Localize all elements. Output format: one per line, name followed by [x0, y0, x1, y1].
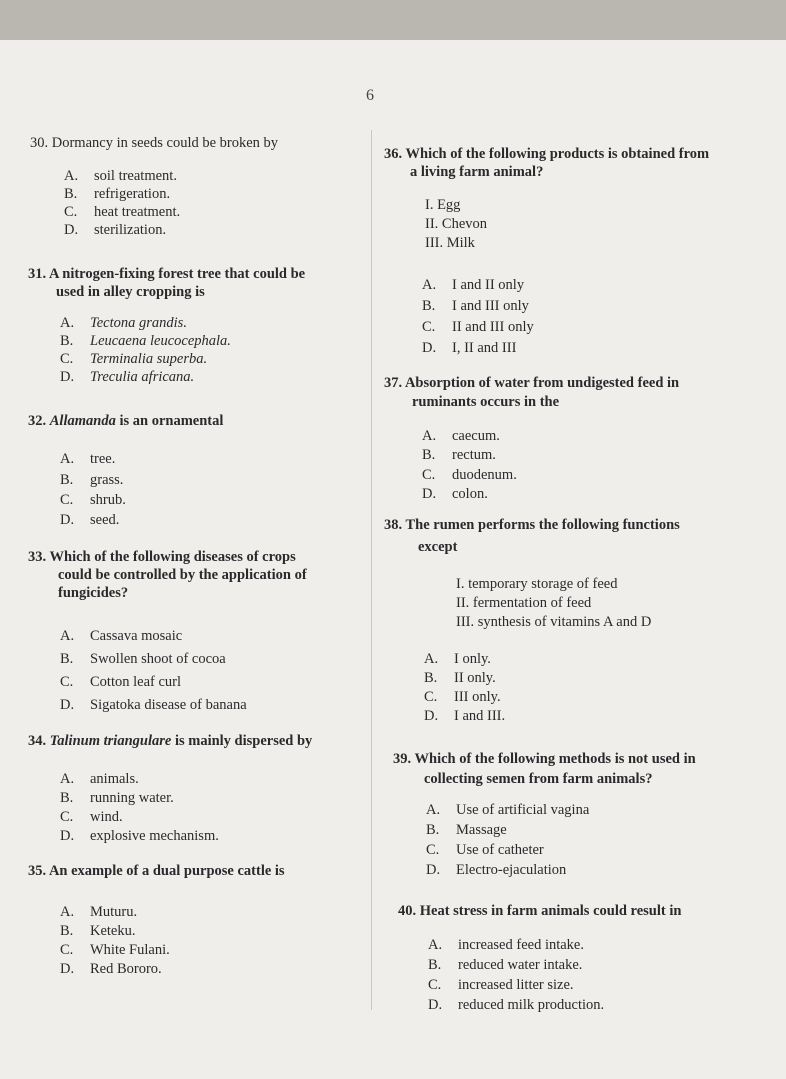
question-36: 36. Which of the following products is obtained from — [384, 146, 710, 162]
q31-option-c[interactable]: C. Terminalia superba. — [60, 351, 208, 367]
question-39-line2: collecting semen from farm animals? — [424, 771, 653, 787]
q30-option-d[interactable]: D. sterilization. — [64, 222, 167, 238]
q34-option-b[interactable]: B. running water. — [60, 790, 174, 806]
q38-option-d[interactable]: D. I and III. — [424, 708, 506, 724]
q36-option-a[interactable]: A. I and II only — [422, 277, 525, 293]
q31-option-d[interactable]: D. Treculia africana. — [60, 369, 195, 385]
q36-item-1: I. Egg — [425, 197, 461, 213]
q39-option-b[interactable]: B. Massage — [426, 822, 507, 838]
q36-option-c[interactable]: C. II and III only — [422, 319, 534, 335]
question-37-line2: ruminants occurs in the — [412, 394, 560, 410]
q36-option-b[interactable]: B. I and III only — [422, 298, 529, 314]
q38-item-2: II. fermentation of feed — [456, 595, 592, 611]
q36-option-d[interactable]: D. I, II and III — [422, 340, 517, 356]
q40-option-c[interactable]: C. increased litter size. — [428, 977, 574, 993]
q37-option-b[interactable]: B. rectum. — [422, 447, 496, 463]
q32-option-a[interactable]: A. tree. — [60, 451, 116, 467]
question-31: 31. A nitrogen-fixing forest tree that could be — [28, 266, 306, 282]
q34-option-d[interactable]: D. explosive mechanism. — [60, 828, 219, 844]
q38-option-b[interactable]: B. II only. — [424, 670, 496, 686]
q30-option-a[interactable]: A. soil treatment. — [64, 168, 177, 184]
q35-option-b[interactable]: B. Keteku. — [60, 923, 136, 939]
q39-option-c[interactable]: C. Use of catheter — [426, 842, 544, 858]
question-38-line2: except — [418, 539, 458, 555]
question-37: 37. Absorption of water from undigested feed in — [384, 375, 680, 391]
q33-option-a[interactable]: A. Cassava mosaic — [60, 628, 183, 644]
q40-option-d[interactable]: D. reduced milk production. — [428, 997, 605, 1013]
question-38: 38. The rumen performs the following functions — [384, 517, 680, 533]
q34-option-c[interactable]: C. wind. — [60, 809, 123, 825]
q38-option-a[interactable]: A. I only. — [424, 651, 491, 667]
question-36-line2: a living farm animal? — [410, 164, 544, 180]
column-divider — [371, 130, 372, 1010]
question-33: 33. Which of the following diseases of crops — [28, 549, 296, 565]
question-34: 34. Talinum triangulare is mainly dispersed by — [28, 733, 313, 749]
q40-option-b[interactable]: B. reduced water intake. — [428, 957, 583, 973]
q31-option-b[interactable]: B. Leucaena leucocephala. — [60, 333, 231, 349]
q32-option-d[interactable]: D. seed. — [60, 512, 120, 528]
q39-option-d[interactable]: D. Electro-ejaculation — [426, 862, 567, 878]
q30-option-c[interactable]: C. heat treatment. — [64, 204, 181, 220]
q37-option-a[interactable]: A. caecum. — [422, 428, 500, 444]
q38-item-3: III. synthesis of vitamins A and D — [456, 614, 652, 630]
q34-option-a[interactable]: A. animals. — [60, 771, 139, 787]
question-31-line2: used in alley cropping is — [56, 284, 205, 300]
page-number: 6 — [366, 87, 374, 104]
q38-item-1: I. temporary storage of feed — [456, 576, 618, 592]
q36-item-2: II. Chevon — [425, 216, 488, 232]
q33-option-d[interactable]: D. Sigatoka disease of banana — [60, 697, 247, 713]
q37-option-d[interactable]: D. colon. — [422, 486, 488, 502]
question-30: 30. Dormancy in seeds could be broken by — [30, 135, 279, 151]
q30-option-b[interactable]: B. refrigeration. — [64, 186, 171, 202]
question-39: 39. Which of the following methods is not used in — [393, 751, 696, 767]
q33-option-b[interactable]: B. Swollen shoot of cocoa — [60, 651, 226, 667]
question-32: 32. Allamanda is an ornamental — [28, 413, 224, 429]
question-35: 35. An example of a dual purpose cattle is — [28, 863, 285, 879]
question-40: 40. Heat stress in farm animals could result in — [398, 903, 682, 919]
q36-item-3: III. Milk — [425, 235, 475, 251]
question-33-line2: could be controlled by the application of — [58, 567, 307, 583]
q35-option-c[interactable]: C. White Fulani. — [60, 942, 170, 958]
q38-option-c[interactable]: C. III only. — [424, 689, 501, 705]
q39-option-a[interactable]: A. Use of artificial vagina — [426, 802, 590, 818]
q37-option-c[interactable]: C. duodenum. — [422, 467, 517, 483]
q32-option-c[interactable]: C. shrub. — [60, 492, 126, 508]
q35-option-a[interactable]: A. Muturu. — [60, 904, 138, 920]
q35-option-d[interactable]: D. Red Bororo. — [60, 961, 162, 977]
q33-option-c[interactable]: C. Cotton leaf curl — [60, 674, 182, 690]
q32-option-b[interactable]: B. grass. — [60, 472, 124, 488]
q31-option-a[interactable]: A. Tectona grandis. — [60, 315, 187, 331]
q40-option-a[interactable]: A. increased feed intake. — [428, 937, 584, 953]
question-33-line3: fungicides? — [58, 585, 129, 601]
